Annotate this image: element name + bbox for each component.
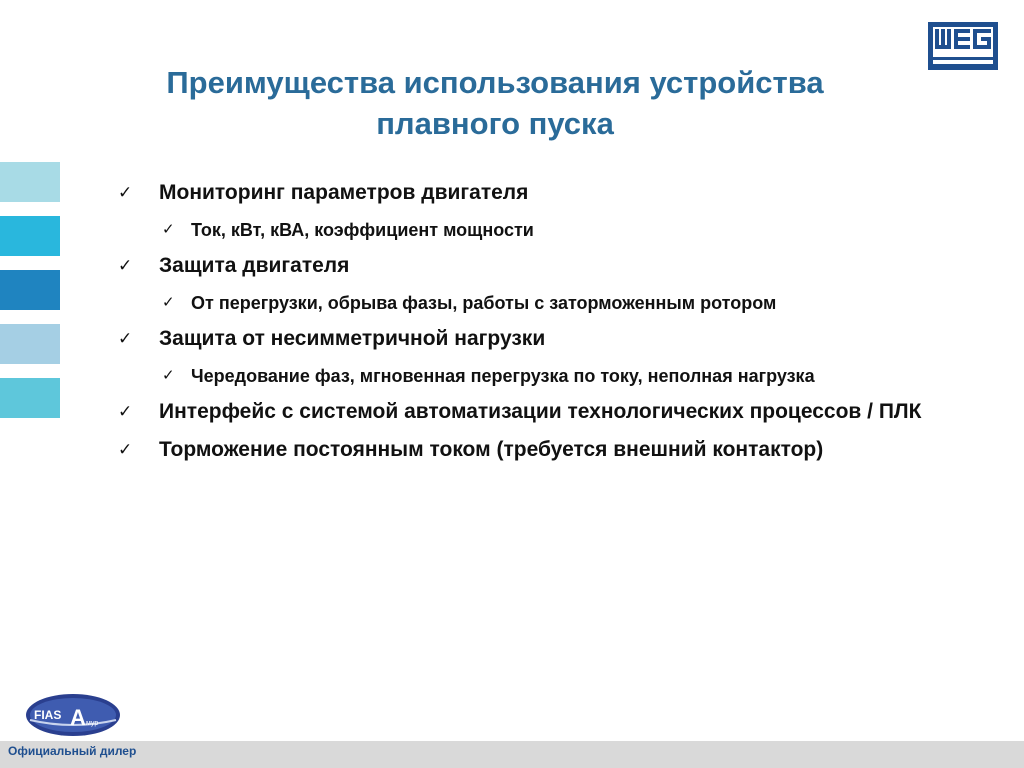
sub-bullet-motor-protection [118,290,984,316]
check-icon: ✓ [118,256,133,275]
bullet-motor-protection [118,251,984,281]
sub-bullet-asymmetric-load [118,363,984,389]
bullet-text: Защита двигателя [159,254,350,277]
check-icon: ✓ [118,402,133,421]
bullet-text: Интерфейс с системой автоматизации технологических процессов / ПЛК [159,400,922,423]
bullet-text: Защита от несимметричной нагрузки [159,327,546,350]
fias-letter: A [70,705,86,730]
sub-bullet-text: От перегрузки, обрыва фазы, работы с заторможенным ротором [191,293,777,313]
check-icon: ✓ [118,183,133,202]
slide-title-line-1: Преимущества использования устройства [166,65,824,100]
slide-title-line-2: плавного пуска [376,106,614,141]
check-icon: ✓ [118,440,133,459]
sub-bullet-monitoring [118,217,984,243]
bullet-monitoring [118,178,984,208]
official-dealer-label: Официальный дилер [8,744,137,758]
bullet-text: Торможение постоянным током (требуется внешний контактор) [159,438,824,461]
bullet-list [118,170,984,465]
side-square-5 [0,378,60,418]
fias-amur-logo [24,692,122,738]
bullet-text: Мониторинг параметров двигателя [159,181,529,204]
check-icon: ✓ [162,221,175,238]
check-icon: ✓ [118,329,133,348]
bullet-asymmetric-load [118,324,984,354]
bullet-automation-interface [118,397,984,427]
weg-logo [928,22,998,70]
check-icon: ✓ [162,367,175,384]
side-square-4 [0,324,60,364]
side-square-2 [0,216,60,256]
check-icon: ✓ [162,294,175,311]
slide-title [80,62,910,144]
side-square-1 [0,162,60,202]
sub-bullet-text: Ток, кВт, кВА, коэффициент мощности [191,220,534,240]
fias-text: FIAS [34,708,62,722]
sub-bullet-text: Чередование фаз, мгновенная перегрузка по току, неполная нагрузка [191,366,815,386]
side-decoration [0,162,60,432]
side-square-3 [0,270,60,310]
bullet-dc-braking [118,435,984,465]
fias-small-text: мур [86,720,99,727]
footer-bar [0,741,1024,768]
